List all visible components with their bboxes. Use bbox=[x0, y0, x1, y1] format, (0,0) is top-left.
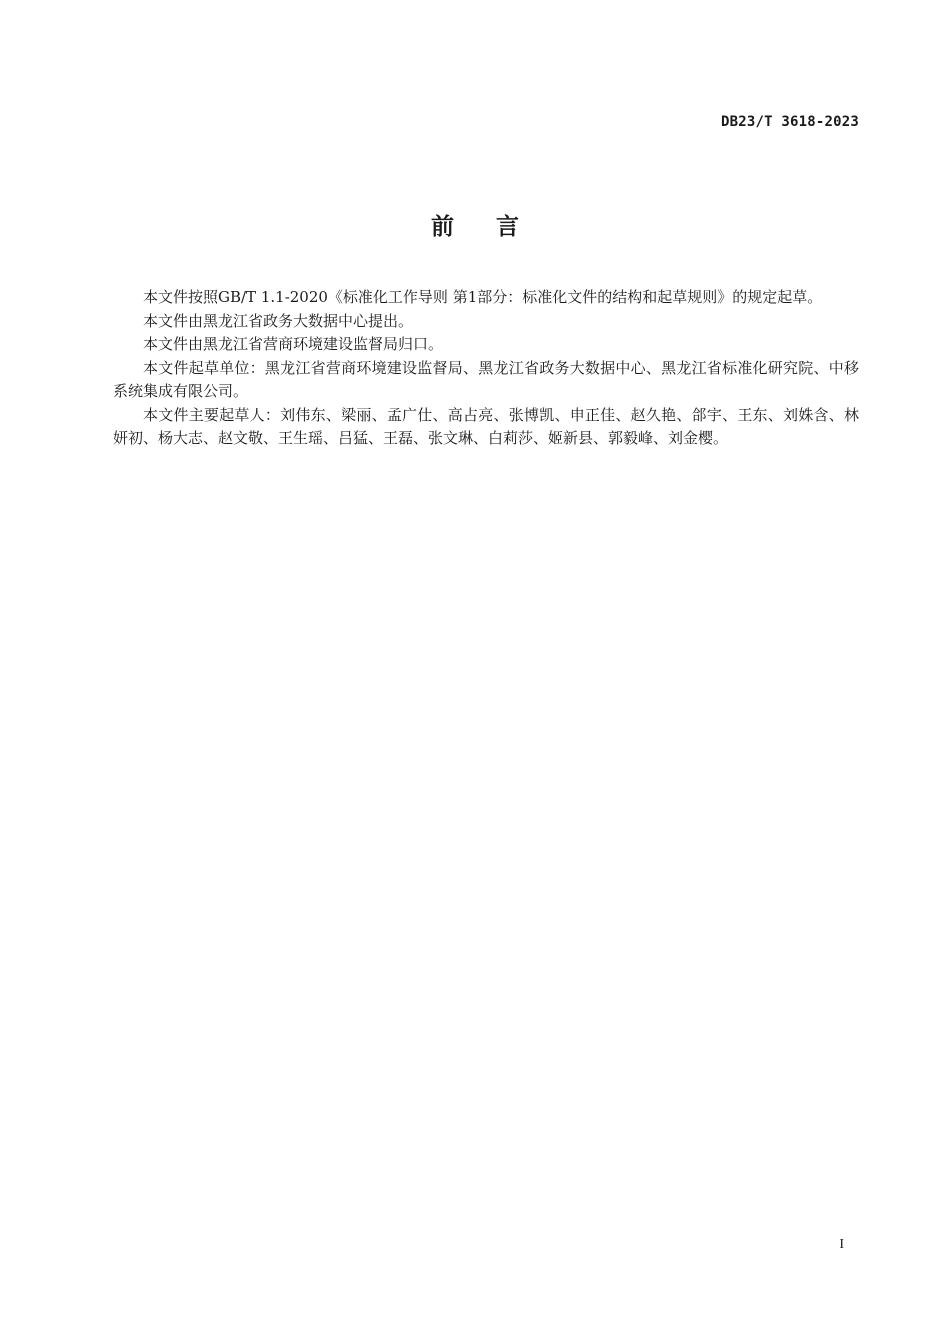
section-title-char-2: 言 bbox=[496, 214, 519, 240]
section-title-char-1: 前 bbox=[431, 214, 454, 240]
paragraph-administrator: 本文件由黑龙江省营商环境建设监督局归口。 bbox=[143, 335, 444, 353]
paragraph-proposer: 本文件由黑龙江省政务大数据中心提出。 bbox=[143, 311, 414, 330]
paragraph-drafting-rules: 本文件按照GB/T 1.1-2020《标准化工作导则 第1部分：标准化文件的结构和起草规则》的规定起草。 bbox=[143, 288, 823, 306]
page-number: I bbox=[839, 1237, 844, 1252]
paragraph-drafting-units: 本文件起草单位：黑龙江省营商环境建设监督局、黑龙江省政务大数据中心、黑龙江省标准化研究院、中移系统集成有限公司。 bbox=[113, 358, 859, 400]
document-code: DB23/T 3618-2023 bbox=[720, 114, 859, 130]
paragraph-drafters: 本文件主要起草人：刘伟东、梁丽、孟广仕、高占亮、张博凯、申正佳、赵久艳、郃宇、王东、刘姝含、林妍初、杨大志、赵文敬、王生瑶、吕猛、王磊、张文琳、白莉莎、姬新县、郭毅峰、刘金樱。 bbox=[113, 405, 859, 447]
foreword-body bbox=[113, 286, 859, 451]
section-title bbox=[0, 208, 950, 241]
